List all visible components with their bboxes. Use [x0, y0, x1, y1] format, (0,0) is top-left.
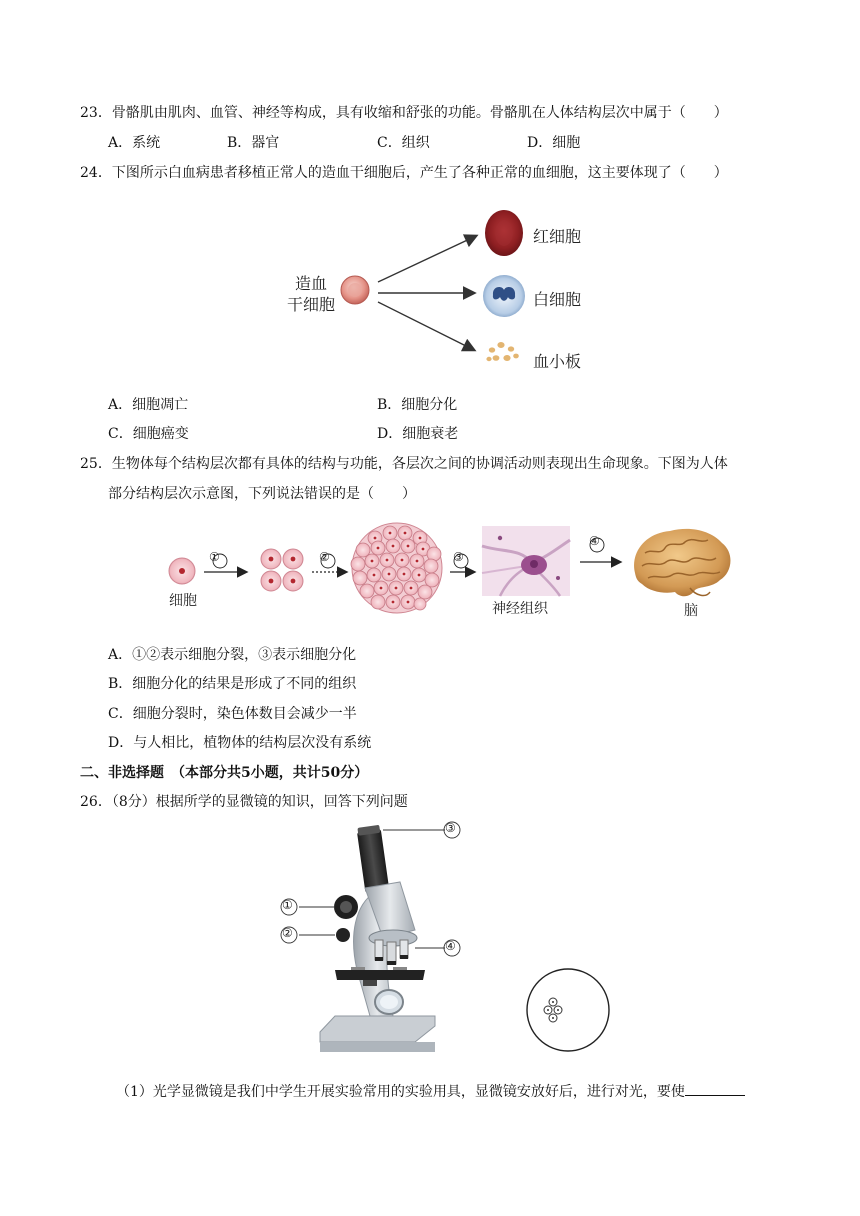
stem-cell-label-line2: 干细胞 — [287, 295, 336, 314]
platelet-label: 血小板 — [533, 352, 582, 371]
brain-icon — [634, 529, 730, 596]
white-cell-label: 白细胞 — [533, 290, 582, 309]
step1-label: ① — [209, 550, 220, 564]
q26-sub1-text: （1）光学显微镜是我们中学生开展实验常用的实验用具，显微镜安放好后，进行对光，要使 — [116, 1084, 685, 1100]
q25-figure — [160, 518, 740, 623]
q25-option-a: A．①②表示细胞分裂，③表示细胞分化 — [108, 647, 357, 663]
neural-tissue-image — [482, 526, 570, 596]
q25-option-d: D．与人相比，植物体的结构层次没有系统 — [108, 735, 372, 751]
stem-cell-label-line1: 造血 — [295, 274, 328, 293]
structure-levels-diagram — [160, 518, 740, 623]
q24-figure — [280, 198, 610, 378]
q23-option-b: B．器官 — [227, 135, 280, 151]
microscope-icon — [320, 825, 435, 1052]
q23-option-d: D．细胞 — [527, 135, 581, 151]
q24-option-b: B．细胞分化 — [377, 397, 458, 413]
q23-stem: 23．骨骼肌由肌肉、血管、神经等构成，具有收缩和舒张的功能。骨骼肌在人体结构层次中属于（ ） — [80, 105, 728, 121]
q25-option-c: C．细胞分裂时，染色体数目会减少一半 — [108, 706, 357, 722]
q26-figure — [275, 820, 625, 1070]
step4-label: ④ — [589, 534, 600, 548]
q23-option-c: C．组织 — [377, 135, 430, 151]
step3-label: ③ — [453, 550, 464, 564]
red-cell-label: 红细胞 — [533, 227, 582, 246]
brain-label: 脑 — [684, 603, 698, 619]
four-cells-icon — [261, 549, 303, 591]
callout4-label: ④ — [445, 939, 456, 953]
field-of-view-icon — [527, 969, 609, 1051]
q26-stem: 26．（8分）根据所学的显微镜的知识，回答下列问题 — [80, 794, 408, 810]
q25-option-b: B．细胞分化的结果是形成了不同的组织 — [108, 676, 357, 692]
q26-sub1 — [116, 1081, 745, 1102]
q25-stem-line1: 25．生物体每个结构层次都有具体的结构与功能，各层次之间的协调活动则表现出生命现象。下图为人体 — [80, 456, 728, 472]
q24-option-a: A．细胞凋亡 — [108, 397, 189, 413]
arrow-to-platelet — [378, 302, 474, 350]
answer-blank[interactable] — [685, 1081, 745, 1096]
platelet-icon — [486, 342, 518, 361]
section-heading: 二、非选择题 （本部分共5小题，共计50分） — [80, 765, 369, 781]
step2-label: ② — [319, 550, 330, 564]
q23-option-a: A．系统 — [108, 135, 161, 151]
q25-stem-line2: 部分结构层次示意图，下列说法错误的是（ ） — [108, 486, 416, 502]
q24-stem: 24．下图所示白血病患者移植正常人的造血干细胞后，产生了各种正常的血细胞，这主要体现了（ ） — [80, 165, 728, 181]
q24-option-c: C．细胞癌变 — [108, 426, 189, 442]
callout2-label: ② — [282, 926, 293, 940]
cell-mass-icon — [351, 523, 442, 613]
callout3-label: ③ — [445, 821, 456, 835]
neural-tissue-label: 神经组织 — [492, 601, 548, 617]
cell-label: 细胞 — [169, 593, 197, 609]
arrow-to-red — [378, 236, 476, 282]
callout1-label: ① — [282, 898, 293, 912]
q24-option-d: D．细胞衰老 — [377, 426, 459, 442]
